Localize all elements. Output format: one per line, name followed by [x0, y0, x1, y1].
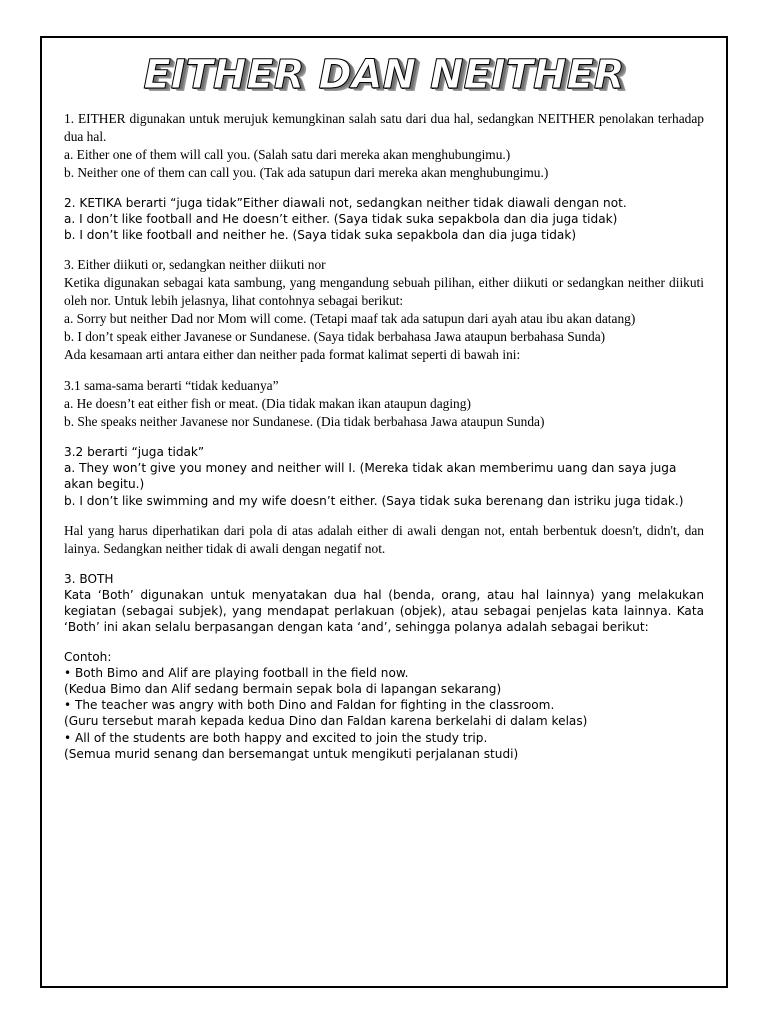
- text-line: b. She speaks neither Javanese nor Sundanese. (Dia tidak berbahasa Jawa ataupun Sunda): [64, 414, 545, 430]
- text-line: Ada kesamaan arti antara either dan neither pada format kalimat seperti di bawah ini:: [64, 347, 521, 363]
- text-line: Hal yang harus diperhatikan dari pola di atas adalah either di awali dengan not, entah berbentuk doesn't, didn't, dan lainya. Sedangkan neither tidak di awali dengan negatif not.: [64, 522, 704, 556]
- text-line: a. He doesn’t eat either fish or meat. (Dia tidak makan ikan ataupun daging): [64, 396, 471, 412]
- paragraph-block: [64, 649, 704, 762]
- text-line: b. I don’t like football and neither he. (Saya tidak suka sepakbola dan dia juga tidak): [64, 228, 577, 243]
- text-line: a. Sorry but neither Dad nor Mom will come. (Tetapi maaf tak ada satupun dari ayah atau ibu akan datang): [64, 311, 636, 327]
- text-line: (Semua murid senang dan bersemangat untuk mengikuti perjalanan studi): [64, 746, 519, 761]
- page-title: EITHER DAN NEITHER: [143, 52, 625, 98]
- paragraph-block: [64, 110, 704, 182]
- section-heading: 3. BOTH: [64, 571, 114, 586]
- text-line: a. Either one of them will call you. (Salah satu dari mereka akan menghubungimu.): [64, 146, 511, 162]
- text-line: 1. EITHER digunakan untuk merujuk kemungkinan salah satu dari dua hal, sedangkan NEITHER penolakan terhadap dua hal.: [64, 111, 704, 144]
- paragraph-block: [64, 522, 704, 558]
- text-line: Contoh:: [64, 649, 112, 664]
- text-line: • The teacher was angry with both Dino and Faldan for fighting in the classroom.: [64, 698, 555, 713]
- text-line: Ketika digunakan sebagai kata sambung, yang mengandung sebuah pilihan, either diikuti or sedangkan neither diikuti oleh nor. Untuk lebih jelasnya, lihat contohnya sebagai berikut:: [64, 275, 704, 309]
- text-line: b. I don’t like swimming and my wife doesn’t either. (Saya tidak suka berenang dan istriku juga tidak.): [64, 493, 684, 508]
- text-line: (Kedua Bimo dan Alif sedang bermain sepak bola di lapangan sekarang): [64, 681, 502, 696]
- text-line: • Both Bimo and Alif are playing football in the field now.: [64, 665, 409, 680]
- paragraph-block: [64, 571, 704, 636]
- text-line: b. I don’t speak either Javanese or Sundanese. (Saya tidak berbahasa Jawa ataupun berbahasa Sunda): [64, 329, 606, 345]
- paragraph-block: [64, 444, 704, 509]
- paragraph-block: [64, 256, 704, 364]
- document-frame: [40, 36, 728, 988]
- text-line: a. They won’t give you money and neither will I. (Mereka tidak akan memberimu uang dan saya juga akan begitu.): [64, 461, 677, 492]
- text-line: 2. KETIKA berarti “juga tidak”Either diawali not, sedangkan neither tidak diawali dengan not.: [64, 195, 627, 210]
- text-line: 3.1 sama-sama berarti “tidak keduanya”: [64, 378, 279, 394]
- text-line: (Guru tersebut marah kepada kedua Dino dan Faldan karena berkelahi di dalam kelas): [64, 714, 588, 729]
- text-line: b. Neither one of them can call you. (Tak ada satupun dari mereka akan menghubungimu.): [64, 164, 549, 180]
- text-line: 3. Either diikuti or, sedangkan neither diikuti nor: [64, 257, 326, 273]
- paragraph-block: [64, 195, 704, 244]
- text-line: a. I don’t like football and He doesn’t either. (Saya tidak suka sepakbola dan dia juga tidak): [64, 212, 618, 227]
- text-line: Kata ‘Both’ digunakan untuk menyatakan dua hal (benda, orang, atau hal lainnya) yang melakukan kegiatan (sebagai subjek), yang mendapat perlakuan (objek), atau sebagai penjelas kata lainnya. Kata ‘Both’ ini akan selalu berpasangan dengan kata ‘and’, sehingga polanya adalah sebagai berikut:: [64, 587, 704, 635]
- paragraph-block: [64, 377, 704, 431]
- text-line: 3.2 berarti “juga tidak”: [64, 445, 205, 459]
- text-line: • All of the students are both happy and excited to join the study trip.: [64, 730, 488, 745]
- document-body: [64, 110, 704, 762]
